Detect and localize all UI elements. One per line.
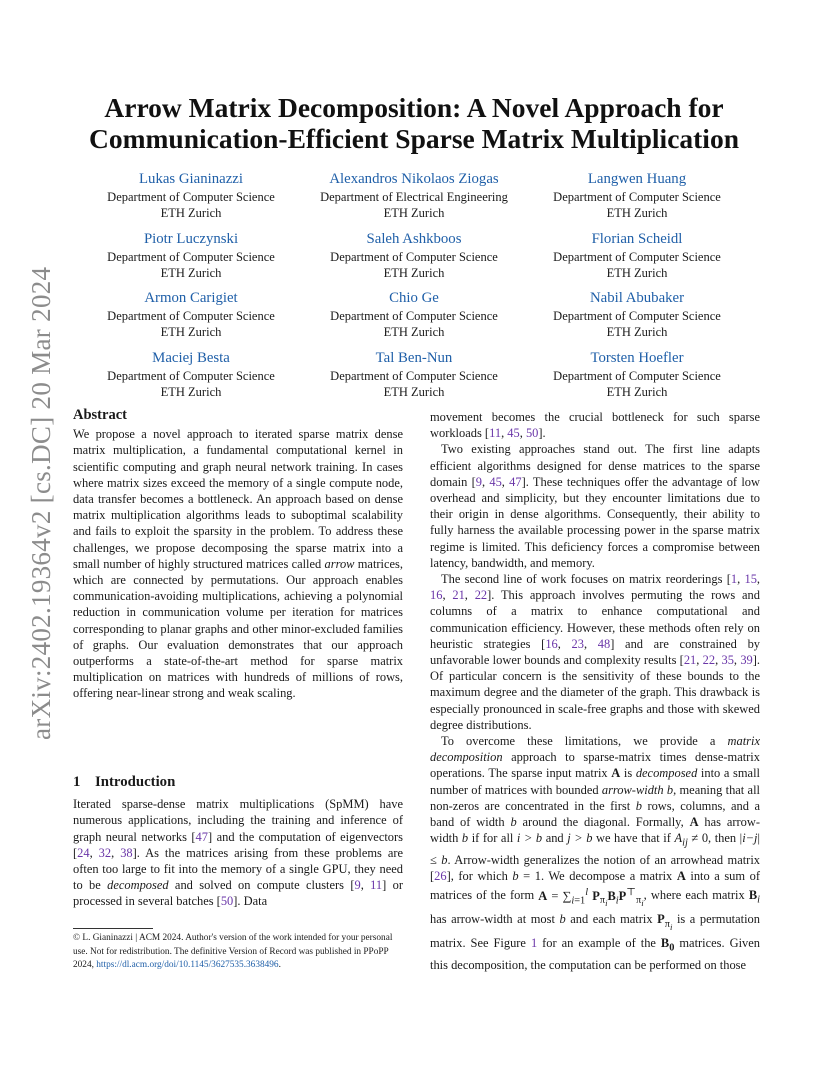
author-card	[80, 289, 302, 340]
left-column	[73, 407, 403, 702]
citation-link[interactable]: 26	[434, 869, 447, 884]
author-name: Lukas Gianinazzi	[139, 171, 243, 187]
citation-link[interactable]: 1	[730, 572, 738, 587]
author-department: Department of Electrical Engineering	[320, 190, 508, 204]
author-name: Alexandros Nikolaos Ziogas	[329, 171, 499, 187]
author-department: Department of Computer Science	[330, 309, 498, 323]
author-institution: ETH Zurich	[160, 384, 222, 399]
author-name: Langwen Huang	[587, 171, 687, 187]
author-department: Department of Computer Science	[107, 368, 275, 383]
citation-link[interactable]: 45	[489, 474, 502, 489]
author-card	[80, 170, 302, 221]
citation-link[interactable]: 22	[474, 588, 488, 603]
author-department: Department of Computer Science	[330, 249, 498, 264]
paper-title	[60, 92, 768, 154]
author-institution: ETH Zurich	[606, 265, 668, 280]
author-institution: ETH Zurich	[160, 265, 222, 280]
author-department: Department of Computer Science	[553, 249, 721, 264]
citation-link[interactable]: 32	[98, 845, 112, 860]
section-heading	[73, 774, 403, 790]
author-department: Department of Computer Science	[107, 190, 275, 204]
author-institution: ETH Zurich	[606, 384, 668, 399]
author-institution: ETH Zurich	[606, 206, 668, 220]
citation-link[interactable]: 16	[545, 636, 558, 651]
author-institution: ETH Zurich	[383, 206, 445, 220]
paragraph: movement becomes the crucial bottleneck for such sparse workloads [11, 45, 50].	[430, 410, 760, 441]
author-card	[303, 170, 525, 221]
doi-link[interactable]: https://dl.acm.org/doi/10.1145/3627535.3638496	[96, 960, 279, 971]
abstract-text: We propose a novel approach to iterated sparse matrix dense matrix multiplication, a fundamental computational kernel in scientific computing and graph neural network training. In cases where matrix sizes exceed the memory of a single compute node, data transfer becomes a bottleneck. An approach based on dense matrix multiplication algorithms leads to suboptimal scalability and fails to exploit the sparsity in the problem. To address these challenges, we propose decomposing the sparse matrix into a small number of highly structured matrices called arrow matrices, which are connected by permutations. Our approach enables communication-avoiding multiplications, achieving a polynomial reduction in communication volume per iteration for matrices corresponding to planar graphs and other minor-excluded families of graphs. Our evaluation demonstrates that our approach outperforms a state-of-the-art method for sparse matrix multiplication on matrices with hundreds of millions of rows, offering near-linear strong and weak scaling.	[73, 427, 403, 701]
author-card	[526, 170, 748, 221]
section-number: 1	[73, 774, 81, 790]
author-institution: ETH Zurich	[606, 325, 668, 339]
copyright-footnote: © L. Gianinazzi | ACM 2024. Author's version of the work intended for your personal use. Not for redistribution. The definitive Version of Record was published in PPoPP 2024, https://dl.acm.org/doi/10.1145/3627535.3638496.	[73, 928, 403, 973]
citation-link[interactable]: 24	[77, 845, 90, 860]
citation-link[interactable]: 22	[702, 653, 716, 668]
citation-link[interactable]: 21	[683, 653, 697, 668]
title-line-2: Communication-Efficient Sparse Matrix Multiplication	[88, 123, 739, 154]
author-name: Saleh Ashkboos	[366, 230, 462, 247]
right-column	[430, 409, 760, 973]
citation-link[interactable]: 48	[597, 636, 611, 651]
citation-link[interactable]: 9	[475, 474, 482, 489]
intro-paragraph: Iterated sparse-dense matrix multiplications (SpMM) have numerous applications, including the training and inference of graph neural networks [47] and the computation of eigenvectors [24, 32, 38]. As the matrices arising from these problems are often too large to fit into the memory of a single GPU, they need to be decomposed and solved on compute clusters [9, 11] or processed in several batches [50]. Data	[73, 797, 404, 909]
author-institution: ETH Zurich	[160, 206, 222, 220]
paragraph: Two existing approaches stand out. The first line adapts efficient algorithms designed for dense matrices to the sparse domain [9, 45, 47]. These techniques offer the advantage of low overhead and simplicity, but they encounter limitations due to their origin in dense algorithms. Consequently, their ability to fully harness the available processing power in the sparse matrix regime is limited. This deficiency forces a compromise between latency, bandwidth, and memory.	[430, 442, 761, 570]
decomposition-formula: $A = \sum_{i=1}^l$ $P_{\pi_i}B_iP^⊤_{\pi_i}$	[538, 886, 644, 909]
abstract-heading: Abstract	[73, 407, 127, 423]
author-name: Torsten Hoefler	[590, 349, 684, 366]
author-department: Department of Computer Science	[553, 190, 721, 204]
citation-link[interactable]: 50	[220, 894, 234, 909]
author-name: Florian Scheidl	[591, 230, 683, 247]
author-card	[526, 230, 748, 281]
footnote-rule	[73, 928, 153, 929]
author-card	[80, 349, 302, 400]
author-department: Department of Computer Science	[553, 309, 721, 323]
figure-link[interactable]: 1	[530, 936, 538, 951]
author-name: Piotr Luczynski	[143, 230, 239, 247]
author-name: Chio Ge	[389, 290, 439, 306]
author-department: Department of Computer Science	[107, 309, 275, 323]
introduction-section	[73, 774, 403, 910]
paragraph: To overcome these limitations, we provide a matrix decomposition approach to sparse-matrix times dense-matrix operations. The sparse input matrix A is decomposed into a small number of matrices with bounded arrow-width b, meaning that all non-zeros are concentrated in the first b rows, columns, and a band of width b around the diagonal. Formally, A has arrow-width b if for all i > b and j > b we have that if $A_{ij} \ne 0$, then |i−j| ≤ b. Arrow-width generalizes the notion of an arrowhead matrix [26], for which b = 1. We decompose a matrix A into a sum of matrices of the form $A = \sum_{i=1}^l$ $P_{\pi_i}B_iP^⊤_{\pi_i}$, where each matrix $B_i$ has arrow-width at most b and each matrix $P_{\pi_i}$ is a permutation matrix. See Figure 1 for an example of the $B_0$ matrices. Given this decomposition, the computation can be performed on those	[430, 734, 761, 972]
author-department: Department of Computer Science	[107, 249, 275, 264]
author-name: Tal Ben-Nun	[375, 349, 453, 366]
arxiv-identifier: arXiv:2402.19364v2 [cs.DC] 20 Mar 2024	[26, 266, 56, 740]
author-institution: ETH Zurich	[160, 325, 222, 339]
author-card	[303, 230, 525, 281]
citation-link[interactable]: 11	[370, 878, 383, 893]
citation-link[interactable]: 35	[721, 653, 734, 668]
citation-link[interactable]: 16	[430, 588, 443, 603]
author-card	[80, 230, 302, 281]
author-card	[303, 289, 525, 340]
citation-link[interactable]: 38	[120, 845, 133, 860]
author-name: Nabil Abubaker	[589, 290, 685, 306]
author-card	[526, 349, 748, 400]
author-name: Maciej Besta	[152, 349, 230, 366]
citation-link[interactable]: 21	[452, 588, 465, 603]
citation-link[interactable]: 15	[744, 572, 757, 587]
citation-link[interactable]: 23	[571, 636, 584, 651]
author-card	[303, 349, 525, 400]
author-institution: ETH Zurich	[383, 265, 445, 280]
citation-link[interactable]: 39	[740, 653, 753, 668]
section-title: Introduction	[95, 774, 176, 790]
paragraph: The second line of work focuses on matrix reorderings [1, 15, 16, 21, 22]. This approach involves permuting the rows and columns of a matrix to enhance computational and communication efficiency. However, these methods often rely on heuristic strategies [16, 23, 48] and are constrained by unfavorable lower bounds and complexity results [21, 22, 35, 39]. Of particular concern is the sensitivity of these bounds to the maximum degree and the diameter of the graph. This drawback is especially pronounced in scale-free graphs and those with skewed degree distributions.	[430, 572, 761, 732]
author-institution: ETH Zurich	[383, 325, 445, 339]
citation-link[interactable]: 50	[525, 426, 539, 441]
author-institution: ETH Zurich	[383, 384, 445, 399]
citation-link[interactable]: 47	[509, 474, 522, 489]
author-department: Department of Computer Science	[330, 368, 498, 383]
citation-link[interactable]: 47	[195, 829, 208, 844]
citation-link[interactable]: 45	[507, 426, 520, 441]
citation-link[interactable]: 9	[354, 878, 361, 893]
author-card	[526, 289, 748, 340]
citation-link[interactable]: 11	[489, 426, 502, 441]
title-line-1: Arrow Matrix Decomposition: A Novel Approach for	[104, 92, 724, 123]
author-name: Armon Carigiet	[144, 290, 238, 306]
author-department: Department of Computer Science	[553, 368, 721, 383]
